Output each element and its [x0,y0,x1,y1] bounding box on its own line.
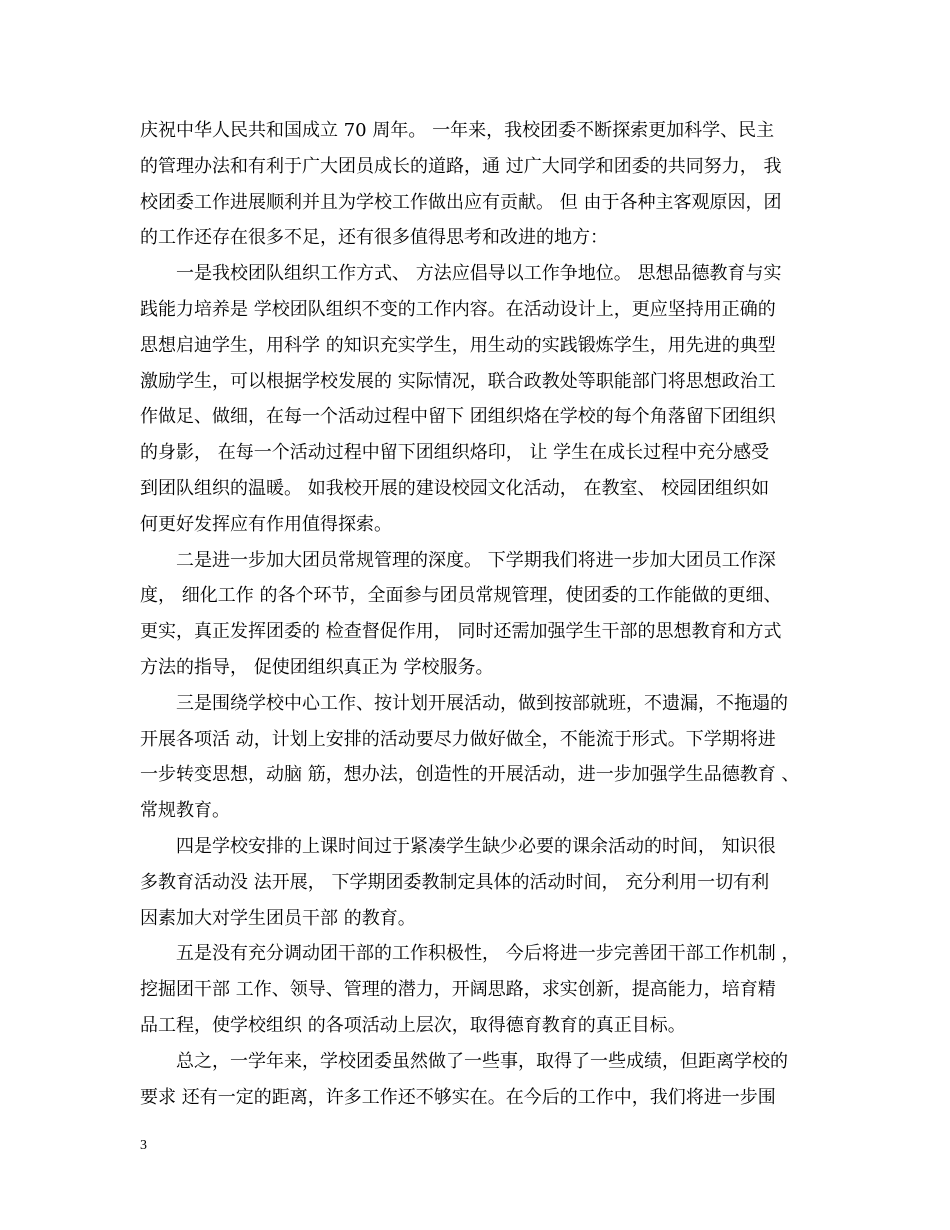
text-line: 思想启迪学生，用科学 的知识充实学生，用生动的实践锻炼学生，用先进的典型 [140,334,776,356]
paragraph [140,1044,820,1116]
paragraph [140,256,820,542]
text-line: 要求 还有一定的距离，许多工作还不够实在。在今后的工作中，我们将进一步围 [140,1086,776,1108]
text-line: 品工程，使学校组织 的各项活动上层次，取得德育教育的真正目标。 [140,1014,686,1036]
text-line: 度， 细化工作 的各个环节，全面参与团员常规管理，使团委的工作能做的更细、 [140,585,782,607]
document-body [140,113,820,1115]
text-line: 到团队组织的温暖。 如我校开展的建设校园文化活动， 在教室、 校园团组织如 [140,477,770,499]
text-line: 五是没有充分调动团干部的工作积极性， 今后将进一步完善团干部工作机制 ， [176,943,800,965]
paragraph [140,686,820,829]
text-line: 校团委工作进展顺利并且为学校工作做出应有贡献。 但 由于各种主客观原因，团 [140,191,782,213]
text-line: 一步转变思想，动脑 筋，想办法，创造性的开展活动，进一步加强学生品德教育 、 [140,764,800,786]
paragraph [140,113,820,256]
text-line: 总之，一学年来，学校团委虽然做了一些事，取得了一些成绩，但距离学校的 [176,1050,788,1072]
paragraph [140,936,820,1043]
text-line: 一是我校团队组织工作方式、 方法应倡导以工作争地位。 思想品德教育与实 [176,263,782,285]
text-line: 多教育活动没 法开展， 下学期团委教制定具体的活动时间， 充分利用一切有利 [140,871,770,893]
text-line: 三是围绕学校中心工作、按计划开展活动，做到按部就班，不遗漏，不拖遢的 [176,692,788,714]
text-line: 何更好发挥应有作用值得探索。 [140,513,392,535]
text-line: 更实，真正发挥团委的 检查督促作用， 同时还需加强学生干部的思想教育和方式 [140,621,782,643]
text-line: 践能力培养是 学校团队组织不变的工作内容。在活动设计上，更应坚持用正确的 [140,298,776,320]
text-line: 作做足、做细，在每一个活动过程中留下 团组织烙在学校的每个角落留下团组织 [140,406,776,428]
text-line: 二是进一步加大团员常规管理的深度。 下学期我们将进一步加大团员工作深 [176,549,776,571]
text-line: 的工作还存在很多不足，还有很多值得思考和改进的地方： [140,227,608,249]
paragraph [140,829,820,936]
paragraph [140,543,820,686]
text-line: 常规教育。 [140,800,230,822]
text-line: 开展各项活 动，计划上安排的活动要尽力做好做全，不能流于形式。下学期将进 [140,728,776,750]
text-line: 四是学校安排的上课时间过于紧凑学生缺少必要的课余活动的时间， 知识很 [176,835,776,857]
page-number: 3 [140,1138,147,1153]
text-line: 激励学生，可以根据学校发展的 实际情况，联合政教处等职能部门将思想政治工 [140,370,776,392]
text-line: 方法的指导， 促使团组织真正为 学校服务。 [140,656,494,678]
text-line: 的管理办法和有利于广大团员成长的道路，通 过广大同学和团委的共同努力， 我 [140,155,782,177]
text-line: 庆祝中华人民共和国成立 70 周年。 一年来，我校团委不断探索更加科学、民主 [140,120,775,141]
text-line: 因素加大对学生团员干部 的教育。 [140,907,416,929]
text-line: 的身影， 在每一个活动过程中留下团组织烙印， 让 学生在成长过程中充分感受 [140,442,770,464]
text-line: 挖掘团干部 工作、领导、管理的潜力，开阔思路，求实创新，提高能力，培育精 [140,979,776,1001]
